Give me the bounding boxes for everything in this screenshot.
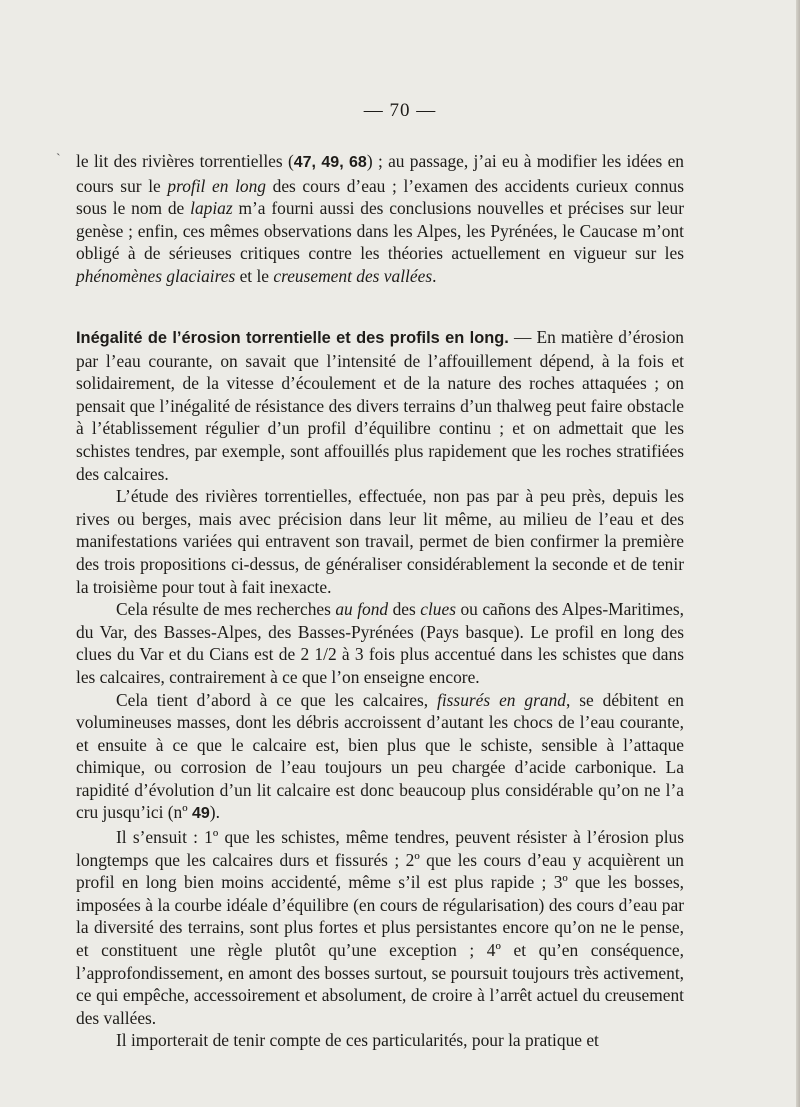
- intro-text-run: des cours d’eau ; l’examen des accidents curieux connus sous le nom de: [76, 175, 684, 219]
- section-first-paragraph: [76, 326, 684, 485]
- paragraph-text: , se débitent en volumineuses masses, dont les débris accroissent d’autant les chocs de l’eau courante, et ensuite à ce que le calcaire est, bien plus que le schiste, sensible à l’attaque chimique, ou corrosion de l’eau toujours un peu chargée d’acide carbonique. La rapidité d’évolution d’un lit calcaire est donc beaucoup plus considérable qu’on ne l’a cru jusqu’ici (nº: [76, 689, 685, 823]
- intro-text-run: .: [432, 265, 437, 286]
- intro-text-run: le lit des rivières torrentielles (: [76, 151, 294, 171]
- section-body: [76, 326, 684, 1052]
- italic-term-lapiaz: lapiaz: [190, 198, 233, 219]
- paragraph-text: Cela tient d’abord à ce que les calcaires,: [116, 689, 437, 710]
- intro-paragraph: [76, 150, 684, 288]
- paragraph-5: Il s’ensuit : 1º que les schistes, même tendres, peuvent résister à l’érosion plus longtemps que les calcaires durs et fissurés ; 2º que les cours d’eau y acquièrent un profil en long bien moins accidenté, même s’il est plus rapide ; 3º que les bosses, imposées à la courbe idéale d’équilibre (en cours de régularisation) des cours d’eau par la diversité des terrains, sont plus fortes et plus persistantes encore qu’on ne le pense, et constituent une règle plutôt qu’une exception ; 4º et qu’en conséquence, l’approfondissement, en amont des bosses surtout, se poursuit toujours très activement, ce qui empêche, accessoirement et absolument, de croire à l’arrêt actuel du creusement des vallées.: [76, 827, 684, 1028]
- intro-text-run: et le: [235, 265, 274, 286]
- paragraph-6: Il importerait de tenir compte de ces particularités, pour la pratique et: [116, 1030, 599, 1051]
- italic-term-au-fond: au fond: [335, 599, 389, 620]
- page-number: — 70 —: [363, 100, 437, 121]
- intro-references: 47, 49, 68: [293, 154, 367, 171]
- paragraph-3: [76, 598, 684, 688]
- intro-text-run: m’a fourni aussi des conclusions nouvelles et précises sur leur genèse ; enfin, ces mêmes observations dans les Alpes, les Pyrénées, le Caucase m’ont obligé à de sérieuses critiques contre les théories actuellement en vigueur sur les: [76, 198, 684, 264]
- intro-text: [76, 150, 684, 288]
- paragraph-text: — En matière d’érosion par l’eau courante, on savait que l’intensité de l’affouillement dépend, à la fois et solidairement, de la vitesse d’écoulement et de la nature des roches attaquées ; on pensait que l’inégalité de résistance des divers terrains d’un thalweg peut faire obstacle à l’établissement régulier d’un profil d’équilibre continu ; et on admettait que les schistes tendres, par exemple, sont affouillés plus rapidement que les roches stratifiées des calcaires.: [76, 327, 684, 484]
- italic-term-glaciaires: phénomènes glaciaires: [76, 265, 236, 286]
- italic-term-fissures: fissurés en grand: [437, 689, 566, 710]
- reference-49: 49: [192, 805, 210, 823]
- italic-term-creusement: creusement des vallées: [273, 265, 433, 286]
- paragraph-text: ).: [209, 802, 220, 823]
- italic-term-clues: clues: [420, 599, 456, 620]
- intro-text-run: ) ; au passage, j’ai eu à modifier les idées en cours sur le: [76, 151, 684, 196]
- page-edge-shadow: [796, 0, 800, 1107]
- paragraph-4: [76, 689, 684, 827]
- paragraph-2: L’étude des rivières torrentielles, effectuée, non pas par à peu près, depuis les rives ou berges, mais avec précision dans leur lit même, au milieu de l’eau et des manifestations variées qui entravent son travail, permet de bien confirmer la première des trois propositions ci-dessus, de généraliser considérablement la seconde et de tenir la troisième pour tout à fait inexacte.: [76, 486, 684, 597]
- section-heading: Inégalité de l’érosion torrentielle et des profils en long.: [76, 329, 509, 347]
- italic-term-profil: profil en long: [167, 175, 266, 196]
- paragraph-text: ou cañons des Alpes-Maritimes, du Var, des Basses-Alpes, des Basses-Pyrénées (Pays basque). Le profil en long des clues du Var et du Cians est de 2 1/2 à 3 fois plus accentué dans les schistes que dans les calcaires, contrairement à ce que l’on enseigne encore.: [76, 599, 684, 687]
- margin-mark: `: [56, 152, 61, 167]
- paragraph-text: Cela résulte de mes recherches: [116, 599, 336, 620]
- paragraph-text: des: [388, 599, 421, 620]
